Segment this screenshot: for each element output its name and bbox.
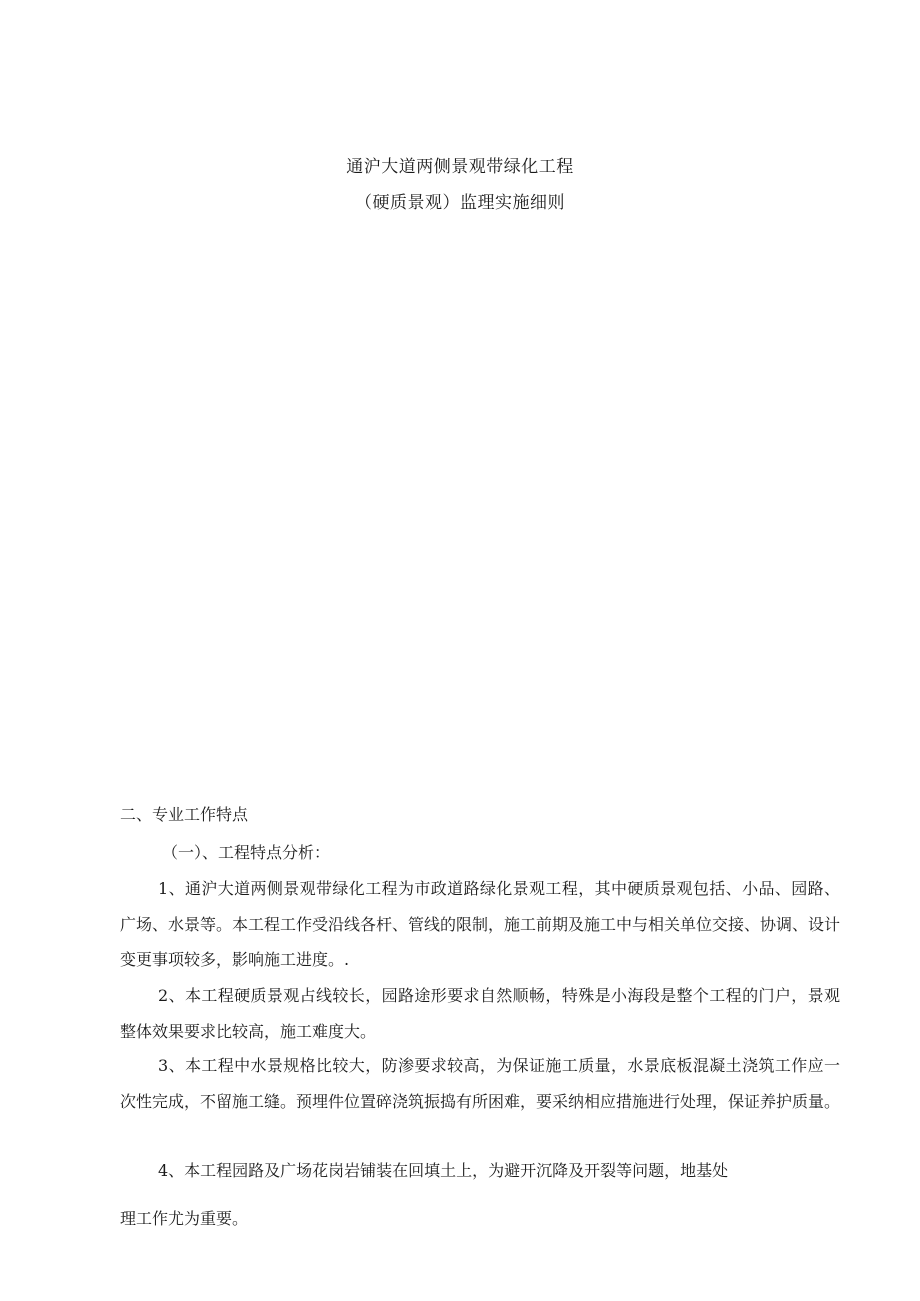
paragraph-3: 3、本工程中水景规格比较大，防渗要求较高，为保证施工质量，水景底板混凝土浇筑工作应一次性完成，不留施工缝。预埋件位置碎浇筑振捣有所困难，要采纳相应措施进行处理，保证养护质量。 bbox=[120, 1056, 841, 1111]
section-heading: 二、专业工作特点 bbox=[120, 805, 249, 824]
paragraph-4-continuation: 理工作尤为重要。 bbox=[120, 1209, 249, 1228]
paragraph-2: 2、本工程硬质景观占线较长，园路途形要求自然顺畅，特殊是小海段是整个工程的门户，景观整体效果要求比较高，施工难度大。 bbox=[120, 986, 840, 1041]
document-subtitle: （硬质景观）监理实施细则 bbox=[355, 193, 565, 213]
document-title: 通沪大道两侧景观带绿化工程 bbox=[346, 157, 574, 177]
subsection-heading: （一）、工程特点分析： bbox=[162, 843, 331, 862]
paragraph-1: 1、通沪大道两侧景观带绿化工程为市政道路绿化景观工程，其中硬质景观包括、小品、园路、广场、水景等。本工程工作受沿线各杆、管线的限制，施工前期及施工中与相关单位交接、协调、设计变更事项较多，影响施工进度。. bbox=[120, 879, 841, 969]
paragraph-4: 4、本工程园路及广场花岗岩铺装在回填土上，为避开沉降及开裂等问题，地基处 bbox=[158, 1161, 729, 1180]
